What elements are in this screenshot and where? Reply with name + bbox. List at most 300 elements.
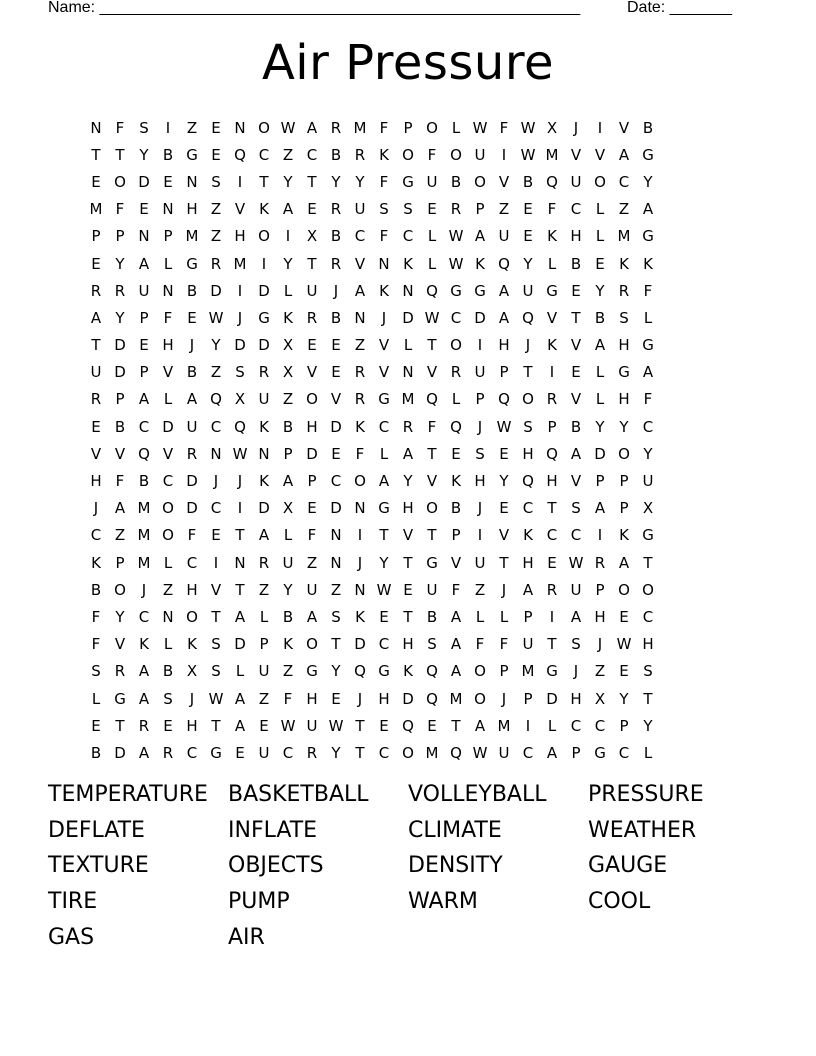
grid-letter[interactable]: D	[234, 336, 246, 355]
grid-letter[interactable]: R	[354, 145, 366, 164]
grid-letter[interactable]: S	[211, 662, 221, 681]
grid-letter[interactable]: F	[379, 118, 389, 137]
grid-letter[interactable]: E	[139, 336, 149, 355]
grid-letter[interactable]: D	[162, 417, 174, 436]
grid-letter[interactable]: V	[570, 472, 582, 491]
grid-letter[interactable]: S	[571, 499, 581, 518]
grid-letter[interactable]: Y	[523, 254, 533, 273]
grid-letter[interactable]: L	[451, 118, 461, 137]
grid-letter[interactable]: Y	[283, 172, 293, 191]
grid-letter[interactable]: E	[211, 118, 221, 137]
grid-letter[interactable]: P	[619, 716, 629, 735]
grid-letter[interactable]: P	[523, 607, 533, 626]
grid-letter[interactable]: K	[259, 200, 269, 219]
grid-letter[interactable]: E	[163, 716, 173, 735]
grid-letter[interactable]: L	[547, 716, 557, 735]
grid-letter[interactable]: C	[306, 145, 318, 164]
grid-letter[interactable]: T	[643, 689, 653, 708]
grid-letter[interactable]: H	[162, 336, 174, 355]
grid-letter[interactable]: A	[306, 118, 318, 137]
grid-letter[interactable]: Y	[139, 145, 149, 164]
grid-letter[interactable]: T	[211, 607, 221, 626]
grid-letter[interactable]: D	[474, 308, 486, 327]
grid-letter[interactable]: S	[643, 662, 653, 681]
grid-letter[interactable]: A	[378, 472, 390, 491]
grid-letter[interactable]: J	[357, 689, 363, 708]
grid-letter[interactable]: P	[475, 390, 485, 409]
grid-letter[interactable]: E	[451, 444, 461, 463]
grid-letter[interactable]: G	[258, 308, 270, 327]
grid-letter[interactable]: P	[115, 553, 125, 572]
grid-letter[interactable]: K	[643, 254, 653, 273]
grid-letter[interactable]: E	[211, 145, 221, 164]
grid-letter[interactable]: P	[283, 444, 293, 463]
grid-letter[interactable]: D	[114, 363, 126, 382]
grid-letter[interactable]: Z	[306, 553, 318, 572]
grid-letter[interactable]: A	[186, 390, 198, 409]
grid-letter[interactable]: Y	[283, 254, 293, 273]
grid-letter[interactable]: K	[355, 417, 365, 436]
grid-letter[interactable]: K	[187, 635, 197, 654]
grid-letter[interactable]: W	[376, 580, 392, 599]
grid-letter[interactable]: L	[427, 227, 437, 246]
grid-letter[interactable]: A	[90, 308, 102, 327]
grid-letter[interactable]: D	[594, 444, 606, 463]
grid-letter[interactable]: R	[546, 580, 558, 599]
grid-letter[interactable]: Z	[258, 580, 270, 599]
grid-letter[interactable]: I	[477, 336, 483, 355]
grid-letter[interactable]: G	[642, 227, 654, 246]
grid-letter[interactable]: H	[474, 472, 486, 491]
grid-letter[interactable]: O	[402, 743, 414, 762]
grid-letter[interactable]: J	[501, 580, 507, 599]
grid-letter[interactable]: H	[402, 499, 414, 518]
grid-letter[interactable]: V	[306, 363, 318, 382]
grid-letter[interactable]: T	[427, 336, 437, 355]
grid-letter[interactable]: P	[115, 227, 125, 246]
grid-letter[interactable]: Y	[331, 172, 341, 191]
grid-letter[interactable]: Y	[211, 336, 221, 355]
grid-letter[interactable]: P	[403, 118, 413, 137]
grid-letter[interactable]: R	[90, 390, 102, 409]
grid-letter[interactable]: J	[357, 553, 363, 572]
grid-letter[interactable]: U	[498, 227, 510, 246]
grid-letter[interactable]: U	[306, 716, 318, 735]
grid-letter[interactable]: R	[330, 254, 342, 273]
grid-letter[interactable]: R	[114, 662, 126, 681]
grid-letter[interactable]: R	[258, 553, 270, 572]
grid-letter[interactable]: A	[570, 444, 582, 463]
grid-letter[interactable]: Q	[210, 390, 222, 409]
grid-letter[interactable]: X	[186, 662, 198, 681]
grid-letter[interactable]: K	[355, 607, 365, 626]
grid-letter[interactable]: T	[307, 172, 317, 191]
grid-letter[interactable]: M	[89, 200, 103, 219]
grid-letter[interactable]: A	[570, 607, 582, 626]
grid-letter[interactable]: U	[426, 580, 438, 599]
grid-letter[interactable]: L	[235, 662, 245, 681]
grid-letter[interactable]: U	[570, 580, 582, 599]
grid-letter[interactable]: U	[186, 417, 198, 436]
grid-letter[interactable]: O	[642, 580, 654, 599]
grid-letter[interactable]: U	[474, 553, 486, 572]
grid-letter[interactable]: J	[189, 689, 195, 708]
grid-letter[interactable]: W	[616, 635, 632, 654]
grid-letter[interactable]: S	[139, 118, 149, 137]
grid-letter[interactable]: D	[138, 172, 150, 191]
grid-letter[interactable]: D	[258, 281, 270, 300]
grid-letter[interactable]: X	[282, 499, 294, 518]
grid-letter[interactable]: L	[595, 363, 605, 382]
grid-letter[interactable]: T	[307, 254, 317, 273]
grid-letter[interactable]: E	[91, 716, 101, 735]
grid-letter[interactable]: C	[570, 526, 582, 545]
grid-letter[interactable]: E	[307, 200, 317, 219]
grid-letter[interactable]: N	[354, 580, 366, 599]
grid-letter[interactable]: Z	[210, 363, 222, 382]
grid-letter[interactable]: N	[402, 281, 414, 300]
grid-letter[interactable]: N	[162, 607, 174, 626]
grid-letter[interactable]: L	[595, 227, 605, 246]
grid-letter[interactable]: A	[594, 499, 606, 518]
grid-letter[interactable]: E	[571, 281, 581, 300]
grid-letter[interactable]: O	[522, 390, 534, 409]
grid-letter[interactable]: V	[570, 390, 582, 409]
grid-letter[interactable]: V	[594, 145, 606, 164]
grid-letter[interactable]: V	[378, 336, 390, 355]
grid-letter[interactable]: T	[355, 743, 365, 762]
grid-letter[interactable]: R	[138, 716, 150, 735]
grid-letter[interactable]: R	[330, 200, 342, 219]
grid-letter[interactable]: P	[619, 472, 629, 491]
grid-letter[interactable]: R	[258, 363, 270, 382]
grid-letter[interactable]: A	[258, 526, 270, 545]
grid-letter[interactable]: W	[232, 444, 248, 463]
grid-letter[interactable]: F	[115, 200, 125, 219]
grid-letter[interactable]: U	[306, 281, 318, 300]
grid-letter[interactable]: K	[91, 553, 101, 572]
grid-letter[interactable]: A	[234, 716, 246, 735]
grid-letter[interactable]: Q	[426, 390, 438, 409]
grid-letter[interactable]: R	[354, 390, 366, 409]
grid-letter[interactable]: M	[185, 227, 199, 246]
grid-letter[interactable]: Z	[594, 662, 606, 681]
grid-letter[interactable]: A	[642, 200, 654, 219]
grid-letter[interactable]: S	[571, 635, 581, 654]
grid-letter[interactable]: I	[261, 254, 267, 273]
grid-letter[interactable]: F	[91, 607, 101, 626]
grid-letter[interactable]: I	[525, 716, 531, 735]
grid-letter[interactable]: F	[499, 118, 509, 137]
grid-letter[interactable]: A	[234, 607, 246, 626]
grid-letter[interactable]: B	[90, 580, 102, 599]
grid-letter[interactable]: O	[426, 118, 438, 137]
grid-letter[interactable]: I	[237, 281, 243, 300]
grid-letter[interactable]: R	[162, 743, 174, 762]
grid-letter[interactable]: C	[642, 607, 654, 626]
grid-letter[interactable]: A	[450, 635, 462, 654]
grid-letter[interactable]: P	[91, 227, 101, 246]
grid-letter[interactable]: C	[162, 472, 174, 491]
grid-letter[interactable]: C	[258, 145, 270, 164]
grid-letter[interactable]: K	[619, 526, 629, 545]
grid-letter[interactable]: G	[210, 743, 222, 762]
grid-letter[interactable]: Q	[546, 172, 558, 191]
grid-letter[interactable]: K	[403, 254, 413, 273]
grid-letter[interactable]: H	[186, 716, 198, 735]
grid-letter[interactable]: R	[114, 281, 126, 300]
grid-letter[interactable]: J	[333, 281, 339, 300]
grid-letter[interactable]: T	[115, 716, 125, 735]
grid-letter[interactable]: F	[355, 444, 365, 463]
grid-letter[interactable]: V	[114, 444, 126, 463]
grid-letter[interactable]: Q	[234, 145, 246, 164]
grid-letter[interactable]: V	[498, 526, 510, 545]
grid-letter[interactable]: V	[402, 526, 414, 545]
grid-letter[interactable]: U	[642, 472, 654, 491]
grid-letter[interactable]: C	[186, 553, 198, 572]
grid-letter[interactable]: H	[498, 336, 510, 355]
grid-letter[interactable]: U	[474, 145, 486, 164]
grid-letter[interactable]: Z	[474, 580, 486, 599]
grid-letter[interactable]: O	[450, 145, 462, 164]
grid-letter[interactable]: Y	[115, 607, 125, 626]
grid-letter[interactable]: B	[114, 417, 126, 436]
grid-letter[interactable]: A	[234, 689, 246, 708]
grid-letter[interactable]: B	[90, 743, 102, 762]
grid-letter[interactable]: L	[643, 308, 653, 327]
grid-letter[interactable]: F	[115, 472, 125, 491]
grid-letter[interactable]: Z	[282, 662, 294, 681]
grid-letter[interactable]: D	[114, 743, 126, 762]
grid-letter[interactable]: U	[258, 662, 270, 681]
grid-letter[interactable]: H	[618, 336, 630, 355]
grid-letter[interactable]: E	[523, 227, 533, 246]
grid-letter[interactable]: G	[186, 145, 198, 164]
grid-letter[interactable]: Z	[162, 580, 174, 599]
grid-letter[interactable]: B	[162, 662, 174, 681]
grid-letter[interactable]: Z	[498, 200, 510, 219]
grid-letter[interactable]: I	[477, 526, 483, 545]
grid-letter[interactable]: C	[282, 743, 294, 762]
grid-letter[interactable]: R	[210, 254, 222, 273]
grid-letter[interactable]: T	[91, 336, 101, 355]
grid-letter[interactable]: K	[523, 526, 533, 545]
grid-letter[interactable]: Q	[450, 743, 462, 762]
grid-letter[interactable]: S	[619, 308, 629, 327]
grid-letter[interactable]: A	[642, 363, 654, 382]
grid-letter[interactable]: E	[379, 716, 389, 735]
grid-letter[interactable]: G	[450, 281, 462, 300]
grid-letter[interactable]: D	[114, 336, 126, 355]
grid-letter[interactable]: P	[619, 499, 629, 518]
grid-letter[interactable]: E	[331, 444, 341, 463]
grid-letter[interactable]: A	[474, 716, 486, 735]
grid-letter[interactable]: S	[379, 200, 389, 219]
grid-letter[interactable]: E	[331, 363, 341, 382]
grid-letter[interactable]: O	[114, 172, 126, 191]
grid-letter[interactable]: B	[162, 145, 174, 164]
grid-letter[interactable]: H	[378, 689, 390, 708]
grid-letter[interactable]: T	[499, 553, 509, 572]
grid-letter[interactable]: E	[91, 417, 101, 436]
grid-letter[interactable]: Y	[619, 417, 629, 436]
grid-letter[interactable]: L	[499, 607, 509, 626]
grid-letter[interactable]: O	[474, 662, 486, 681]
grid-letter[interactable]: F	[427, 417, 437, 436]
grid-letter[interactable]: G	[546, 281, 558, 300]
grid-letter[interactable]: E	[427, 200, 437, 219]
grid-letter[interactable]: L	[643, 743, 653, 762]
grid-letter[interactable]: K	[259, 417, 269, 436]
grid-letter[interactable]: H	[234, 227, 246, 246]
grid-letter[interactable]: T	[547, 635, 557, 654]
grid-letter[interactable]: P	[475, 200, 485, 219]
grid-letter[interactable]: B	[282, 607, 294, 626]
grid-letter[interactable]: G	[474, 281, 486, 300]
grid-letter[interactable]: N	[354, 308, 366, 327]
grid-letter[interactable]: A	[402, 444, 414, 463]
grid-letter[interactable]: N	[138, 227, 150, 246]
grid-letter[interactable]: O	[402, 145, 414, 164]
grid-letter[interactable]: E	[307, 336, 317, 355]
grid-letter[interactable]: I	[597, 526, 603, 545]
grid-letter[interactable]: A	[138, 254, 150, 273]
grid-letter[interactable]: Y	[115, 254, 125, 273]
grid-letter[interactable]: D	[546, 689, 558, 708]
grid-letter[interactable]: C	[378, 743, 390, 762]
grid-letter[interactable]: T	[427, 526, 437, 545]
grid-letter[interactable]: D	[234, 635, 246, 654]
grid-letter[interactable]: I	[237, 499, 243, 518]
grid-letter[interactable]: S	[427, 635, 437, 654]
grid-letter[interactable]: G	[594, 743, 606, 762]
grid-letter[interactable]: O	[618, 580, 630, 599]
grid-letter[interactable]: C	[378, 635, 390, 654]
grid-letter[interactable]: I	[501, 145, 507, 164]
grid-letter[interactable]: E	[547, 553, 557, 572]
grid-letter[interactable]: C	[210, 417, 222, 436]
grid-letter[interactable]: L	[283, 526, 293, 545]
grid-letter[interactable]: O	[306, 635, 318, 654]
grid-letter[interactable]: W	[568, 553, 584, 572]
grid-letter[interactable]: P	[163, 227, 173, 246]
grid-letter[interactable]: F	[499, 635, 509, 654]
grid-letter[interactable]: V	[330, 390, 342, 409]
grid-letter[interactable]: N	[402, 363, 414, 382]
grid-letter[interactable]: S	[163, 689, 173, 708]
grid-letter[interactable]: L	[379, 444, 389, 463]
grid-letter[interactable]: C	[570, 716, 582, 735]
grid-letter[interactable]: V	[426, 363, 438, 382]
grid-letter[interactable]: A	[498, 281, 510, 300]
grid-letter[interactable]: W	[328, 716, 344, 735]
grid-letter[interactable]: Z	[114, 526, 126, 545]
grid-letter[interactable]: F	[115, 118, 125, 137]
grid-letter[interactable]: G	[642, 145, 654, 164]
grid-letter[interactable]: D	[258, 499, 270, 518]
grid-letter[interactable]: V	[234, 200, 246, 219]
grid-letter[interactable]: W	[520, 145, 536, 164]
grid-letter[interactable]: T	[571, 308, 581, 327]
grid-letter[interactable]: I	[237, 172, 243, 191]
grid-letter[interactable]: I	[549, 363, 555, 382]
grid-letter[interactable]: E	[499, 444, 509, 463]
grid-letter[interactable]: G	[306, 662, 318, 681]
grid-letter[interactable]: E	[523, 200, 533, 219]
grid-letter[interactable]: X	[306, 227, 318, 246]
grid-letter[interactable]: V	[90, 444, 102, 463]
grid-letter[interactable]: P	[547, 417, 557, 436]
grid-letter[interactable]: B	[330, 308, 342, 327]
grid-letter[interactable]: T	[427, 444, 437, 463]
grid-letter[interactable]: C	[378, 417, 390, 436]
grid-letter[interactable]: H	[402, 635, 414, 654]
grid-letter[interactable]: K	[379, 145, 389, 164]
grid-letter[interactable]: S	[91, 662, 101, 681]
grid-letter[interactable]: C	[450, 308, 462, 327]
grid-letter[interactable]: W	[472, 118, 488, 137]
grid-letter[interactable]: P	[499, 662, 509, 681]
grid-letter[interactable]: F	[307, 526, 317, 545]
grid-letter[interactable]: P	[307, 472, 317, 491]
grid-letter[interactable]: B	[282, 417, 294, 436]
grid-letter[interactable]: E	[331, 689, 341, 708]
grid-letter[interactable]: T	[91, 145, 101, 164]
grid-letter[interactable]: G	[378, 662, 390, 681]
grid-letter[interactable]: E	[331, 336, 341, 355]
grid-letter[interactable]: Y	[619, 689, 629, 708]
grid-letter[interactable]: T	[235, 580, 245, 599]
grid-letter[interactable]: G	[642, 336, 654, 355]
grid-letter[interactable]: X	[594, 689, 606, 708]
grid-letter[interactable]: B	[426, 607, 438, 626]
grid-letter[interactable]: U	[258, 390, 270, 409]
grid-letter[interactable]: U	[354, 200, 366, 219]
grid-letter[interactable]: C	[618, 172, 630, 191]
grid-letter[interactable]: B	[186, 363, 198, 382]
grid-letter[interactable]: F	[547, 200, 557, 219]
grid-letter[interactable]: K	[403, 662, 413, 681]
grid-letter[interactable]: H	[186, 580, 198, 599]
grid-letter[interactable]: W	[520, 118, 536, 137]
grid-letter[interactable]: I	[213, 553, 219, 572]
grid-letter[interactable]: V	[450, 553, 462, 572]
grid-letter[interactable]: D	[186, 472, 198, 491]
grid-letter[interactable]: N	[162, 200, 174, 219]
grid-letter[interactable]: F	[163, 308, 173, 327]
grid-letter[interactable]: Y	[643, 172, 653, 191]
grid-letter[interactable]: U	[570, 172, 582, 191]
grid-letter[interactable]: J	[597, 635, 603, 654]
grid-letter[interactable]: B	[450, 499, 462, 518]
grid-letter[interactable]: A	[498, 308, 510, 327]
grid-letter[interactable]: A	[282, 472, 294, 491]
grid-letter[interactable]: H	[186, 200, 198, 219]
grid-letter[interactable]: Q	[402, 716, 414, 735]
grid-letter[interactable]: H	[618, 390, 630, 409]
grid-letter[interactable]: E	[403, 580, 413, 599]
grid-letter[interactable]: U	[474, 363, 486, 382]
grid-letter[interactable]: Z	[210, 200, 222, 219]
grid-letter[interactable]: Y	[115, 308, 125, 327]
grid-letter[interactable]: R	[330, 118, 342, 137]
grid-letter[interactable]: R	[450, 363, 462, 382]
grid-letter[interactable]: L	[475, 607, 485, 626]
grid-letter[interactable]: E	[163, 172, 173, 191]
grid-letter[interactable]: Y	[595, 417, 605, 436]
grid-letter[interactable]: P	[523, 689, 533, 708]
